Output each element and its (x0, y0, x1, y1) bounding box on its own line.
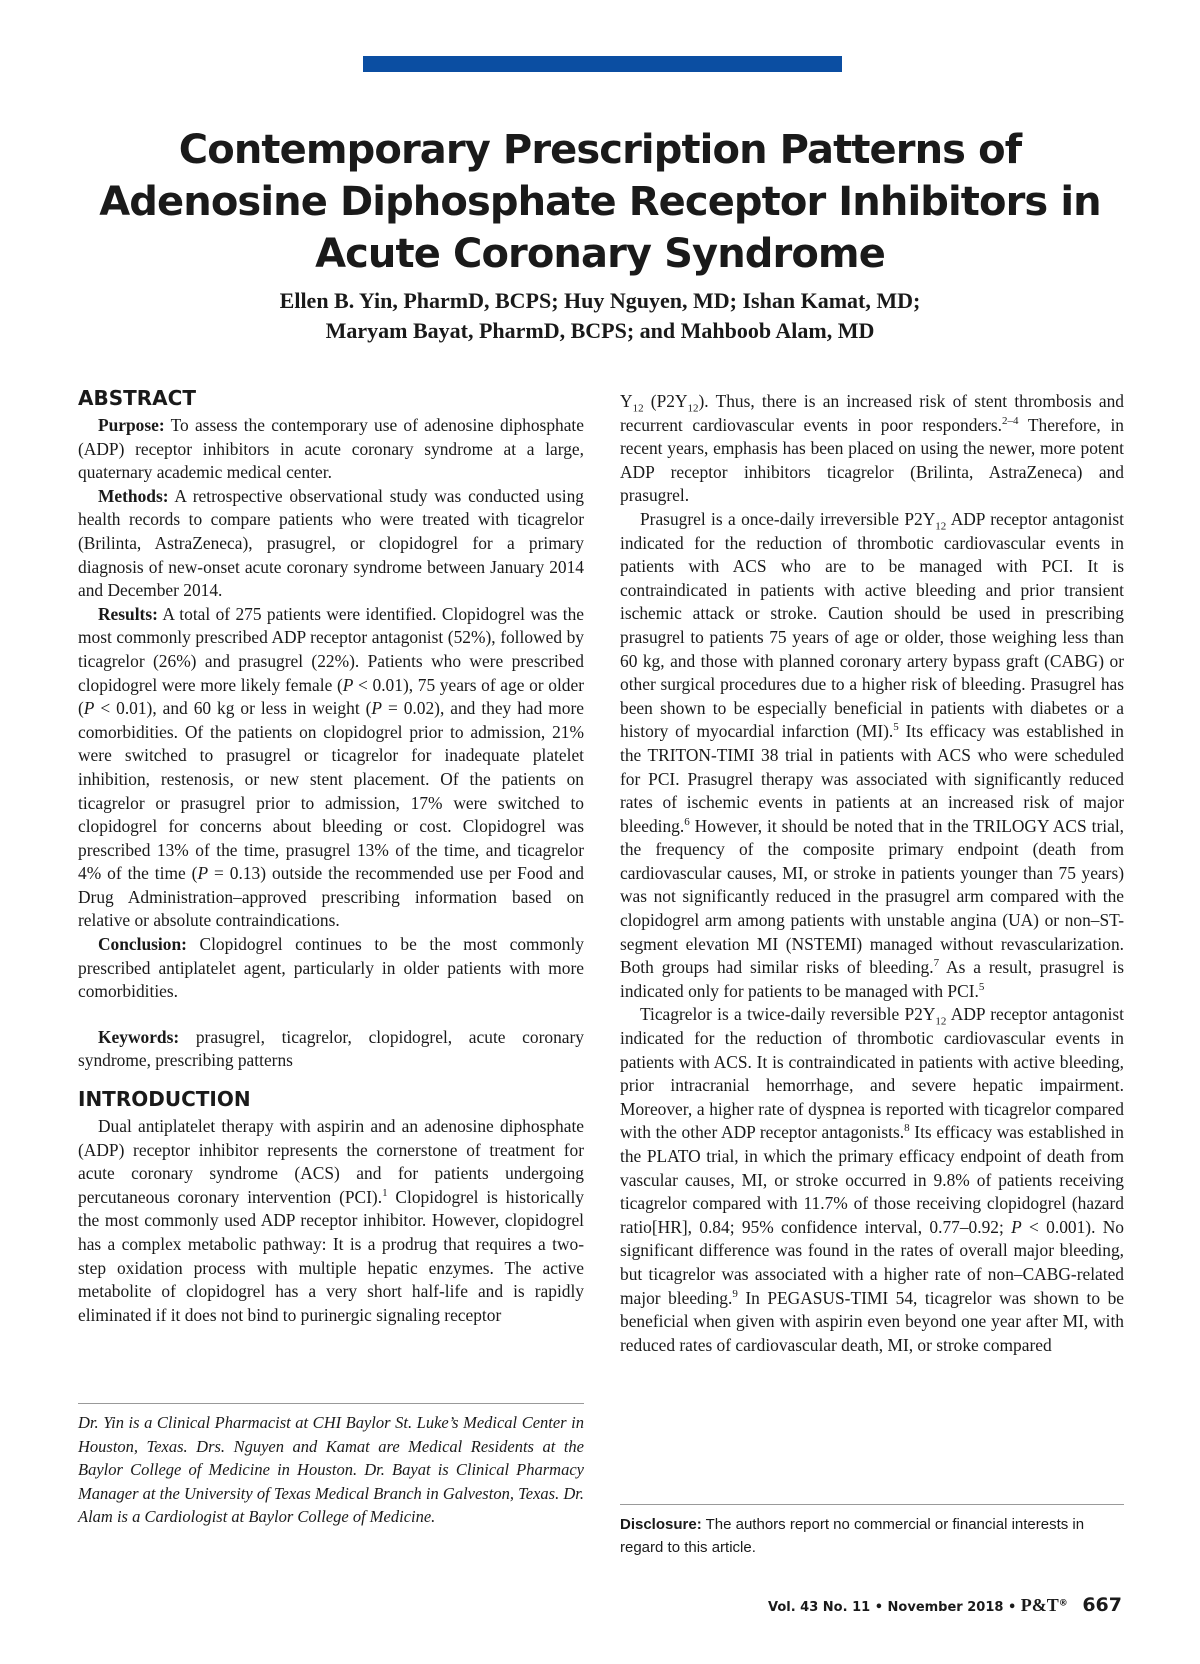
intro-text: Clopidogrel is historically the most commonly used ADP receptor inhibitor. However, clopidogrel has a complex metabolic pathway: It is a prodrug that requires a two-step oxidation process with multiple hepatic enzymes. The active metabolite of clopidogrel has a very short half-life and is rapidly eliminated if it does not bind to purinergic signaling receptor (78, 1186, 584, 1325)
intro-text: Dual antiplatelet therapy with aspirin and an adenosine diphosphate (ADP) receptor inhibitor represents the cornerstone of treatment for acute coronary syndrome (ACS) and for patients undergoing percutaneous coronary intervention (PCI). (78, 1116, 584, 1207)
citation-ref: 5 (893, 721, 899, 734)
citation-ref: 7 (933, 957, 940, 970)
results-text: < 0.01), and 60 kg or less in weight ( (94, 698, 372, 719)
body-text: Therefore, in recent years, emphasis has been placed on using the newer, more potent ADP receptor inhibitors ticagrelor (Brilinta, AstraZeneca) and prasugrel. (620, 414, 1124, 506)
body-paragraph-1 (620, 390, 1124, 508)
purpose-label: Purpose: (98, 415, 165, 435)
introduction-paragraph (78, 1115, 584, 1327)
article-title: Contemporary Prescription Patterns of Adenosine Diphosphate Receptor Inhibitors in Acute Coronary Syndrome (99, 127, 1101, 277)
citation-ref: 2–4 (1002, 414, 1019, 427)
body-text: However, it should be noted that in the TRILOGY ACS trial, the frequency of the composite primary endpoint (death from cardiovascular causes, MI, or stroke in patients younger than 75 years) was not significantly reduced in the prasugrel arm compared with the clopidogrel arm among patients with unstable angina (UA) or non–ST-segment elevation MI (NSTEMI) managed without revascularization. Both groups had similar risks of bleeding. (620, 815, 1124, 978)
journal-name: P&T (1020, 1595, 1059, 1615)
abstract-methods (78, 485, 584, 603)
p-value-symbol: P (342, 674, 354, 695)
results-text: = 0.13) outside the recommended use per Food and Drug Administration–approved prescribing information based on relative or absolute contraindications. (78, 863, 584, 931)
page-footer (768, 1594, 1122, 1616)
body-text: Prasugrel is a once-daily irreversible P2Y (640, 508, 936, 529)
footer-bullet: • (1007, 1600, 1017, 1615)
subscript: 12 (632, 402, 644, 415)
keywords-label: Keywords: (98, 1026, 180, 1047)
body-text: As a result, prasugrel is indicated only for patients to be managed with PCI. (620, 957, 1124, 1001)
abstract-conclusion (78, 933, 584, 1004)
volume-issue: Vol. 43 No. 11 (767, 1600, 871, 1615)
abstract-heading: ABSTRACT (78, 386, 196, 410)
registered-mark: ® (1058, 1598, 1068, 1609)
body-text: Its efficacy was established in the TRITON-TIMI 38 trial in patients with ACS who were scheduled for PCI. Prasugrel therapy was associated with significantly reduced rates of ischemic events in patients at an increased risk of major bleeding. (620, 721, 1124, 836)
conclusion-text: Clopidogrel continues to be the most commonly prescribed antiplatelet agent, particularly in older patients with more comorbidities. (78, 934, 584, 1002)
citation-ref: 6 (684, 815, 690, 828)
keywords (78, 1026, 584, 1073)
body-text: Y (620, 391, 633, 411)
results-label: Results: (98, 603, 158, 624)
methods-text: A retrospective observational study was conducted using health records to compare patients who were treated with ticagrelor (Brilinta, AstraZeneca), prasugrel, or clopidogrel for a primary diagnosis of new-onset acute coronary syndrome between January 2014 and December 2014. (78, 485, 585, 601)
body-text: In PEGASUS-TIMI 54, ticagrelor was shown to be beneficial when given with aspirin even beyond one year after MI, with reduced rates of cardiovascular death, MI, or stroke compared (620, 1287, 1124, 1355)
disclosure-divider (620, 1504, 1124, 1505)
subscript: 12 (935, 1015, 947, 1028)
page-number: 667 (1082, 1594, 1122, 1616)
p-value-symbol: P (83, 698, 95, 719)
conclusion-label: Conclusion: (98, 934, 187, 955)
abstract-purpose (78, 414, 584, 485)
body-text: ). Thus, there is an increased risk of stent thrombosis and recurrent cardiovascular events in poor responders. (620, 391, 1124, 435)
body-text: < 0.001). No significant difference was found in the rates of overall major bleeding, but ticagrelor was associated with a higher rate of non–CABG-related major bleeding. (620, 1216, 1124, 1308)
p-value-symbol: P (1011, 1216, 1022, 1237)
subscript: 12 (935, 520, 947, 533)
disclosure (620, 1513, 1124, 1559)
citation-ref: 1 (382, 1187, 388, 1200)
body-text: Ticagrelor is a twice-daily reversible P2Y (640, 1004, 936, 1025)
author-list (80, 286, 1120, 346)
citation-ref: 8 (904, 1122, 910, 1135)
issue-date: November 2018 (887, 1600, 1004, 1615)
left-column (78, 384, 584, 1327)
results-text: A total of 275 patients were identified. Clopidogrel was the most commonly prescribed ADP receptor antagonist (52%), followed by ticagrelor (26%) and prasugrel (22%). Patients who were prescribed clopidogrel were more likely female ( (78, 603, 585, 695)
body-paragraph-prasugrel (620, 508, 1124, 1003)
body-text: ADP receptor antagonist indicated for the reduction of thrombotic cardiovascular events in patients with ACS who are to be managed with PCI. It is contraindicated in patients with active bleeding and prior transient ischemic attack or stroke. Caution should be used in prescribing prasugrel to patients 75 years of age or older, those weighing less than 60 kg, and those with planned coronary artery bypass graft (CABG) or other surgical procedures due to a higher risk of bleeding. Prasugrel has been shown to be especially beneficial in patients with diabetes or a history of myocardial infarction (MI). (620, 508, 1124, 742)
disclosure-label: Disclosure: (620, 1516, 702, 1533)
introduction-heading: INTRODUCTION (78, 1087, 251, 1112)
author-line-1: Ellen B. Yin, PharmD, BCPS; Huy Nguyen, MD; Ishan Kamat, MD; (279, 288, 921, 313)
accent-bar (363, 56, 842, 72)
body-text: Its efficacy was established in the PLATO trial, in which the primary efficacy endpoint of death from vascular causes, MI, or stroke occurred in 9.8% of patients receiving ticagrelor compared with 11.7% of those receiving clopidogrel (hazard ratio[HR], 0.84; 95% confidence interval, 0.77–0.92; (620, 1122, 1124, 1237)
abstract-results (78, 603, 584, 933)
body-paragraph-ticagrelor (620, 1003, 1124, 1357)
body-text: (P2Y (643, 391, 688, 411)
right-column (620, 390, 1124, 1357)
body-text: ADP receptor antagonist indicated for the reduction of thrombotic cardiovascular events in patients with ACS. It is contraindicated in patients with active bleeding, prior intracranial hemorrhage, and severe hepatic impairment. Moreover, a higher rate of dyspnea is reported with ticagrelor compared with the other ADP receptor antagonists. (620, 1004, 1124, 1143)
p-value-symbol: P (197, 863, 209, 884)
p-value-symbol: P (371, 698, 383, 719)
footer-bullet: • (874, 1600, 883, 1615)
methods-label: Methods: (98, 485, 169, 506)
citation-ref: 9 (732, 1287, 738, 1300)
purpose-text: To assess the contemporary use of adenosine diphosphate (ADP) receptor inhibitors in acute coronary syndrome at a large, quaternary academic medical center. (78, 415, 584, 483)
footnote-divider (78, 1403, 584, 1404)
subscript: 12 (687, 402, 699, 415)
disclosure-text: The authors report no commercial or financial interests in regard to this article. (620, 1516, 1085, 1556)
author-line-2: Maryam Bayat, PharmD, BCPS; and Mahboob Alam, MD (325, 318, 875, 343)
results-text: < 0.01), 75 years of age or older ( (78, 674, 584, 719)
author-affiliations: Dr. Yin is a Clinical Pharmacist at CHI Baylor St. Luke’s Medical Center in Houston, Texas. Drs. Nguyen and Kamat are Medical Residents at the Baylor College of Medicine in Houston. Dr. Bayat is Clinical Pharmacy Manager at the University of Texas Medical Branch in Galveston, Texas. Dr. Alam is a Cardiologist at Baylor College of Medicine. (78, 1413, 584, 1526)
keywords-text: prasugrel, ticagrelor, clopidogrel, acute coronary syndrome, prescribing patterns (78, 1026, 584, 1071)
results-text: = 0.02), and they had more comorbidities. Of the patients on clopidogrel prior to admission, 21% were switched to prasugrel or ticagrelor for inadequate platelet inhibition, restenosis, or new stent placement. Of the patients on ticagrelor or prasugrel prior to admission, 17% were switched to clopidogrel for concerns about bleeding or cost. Clopidogrel was prescribed 13% of the time, prasugrel 13% of the time, and ticagrelor 4% of the time ( (78, 698, 584, 884)
citation-ref: 5 (978, 981, 985, 994)
